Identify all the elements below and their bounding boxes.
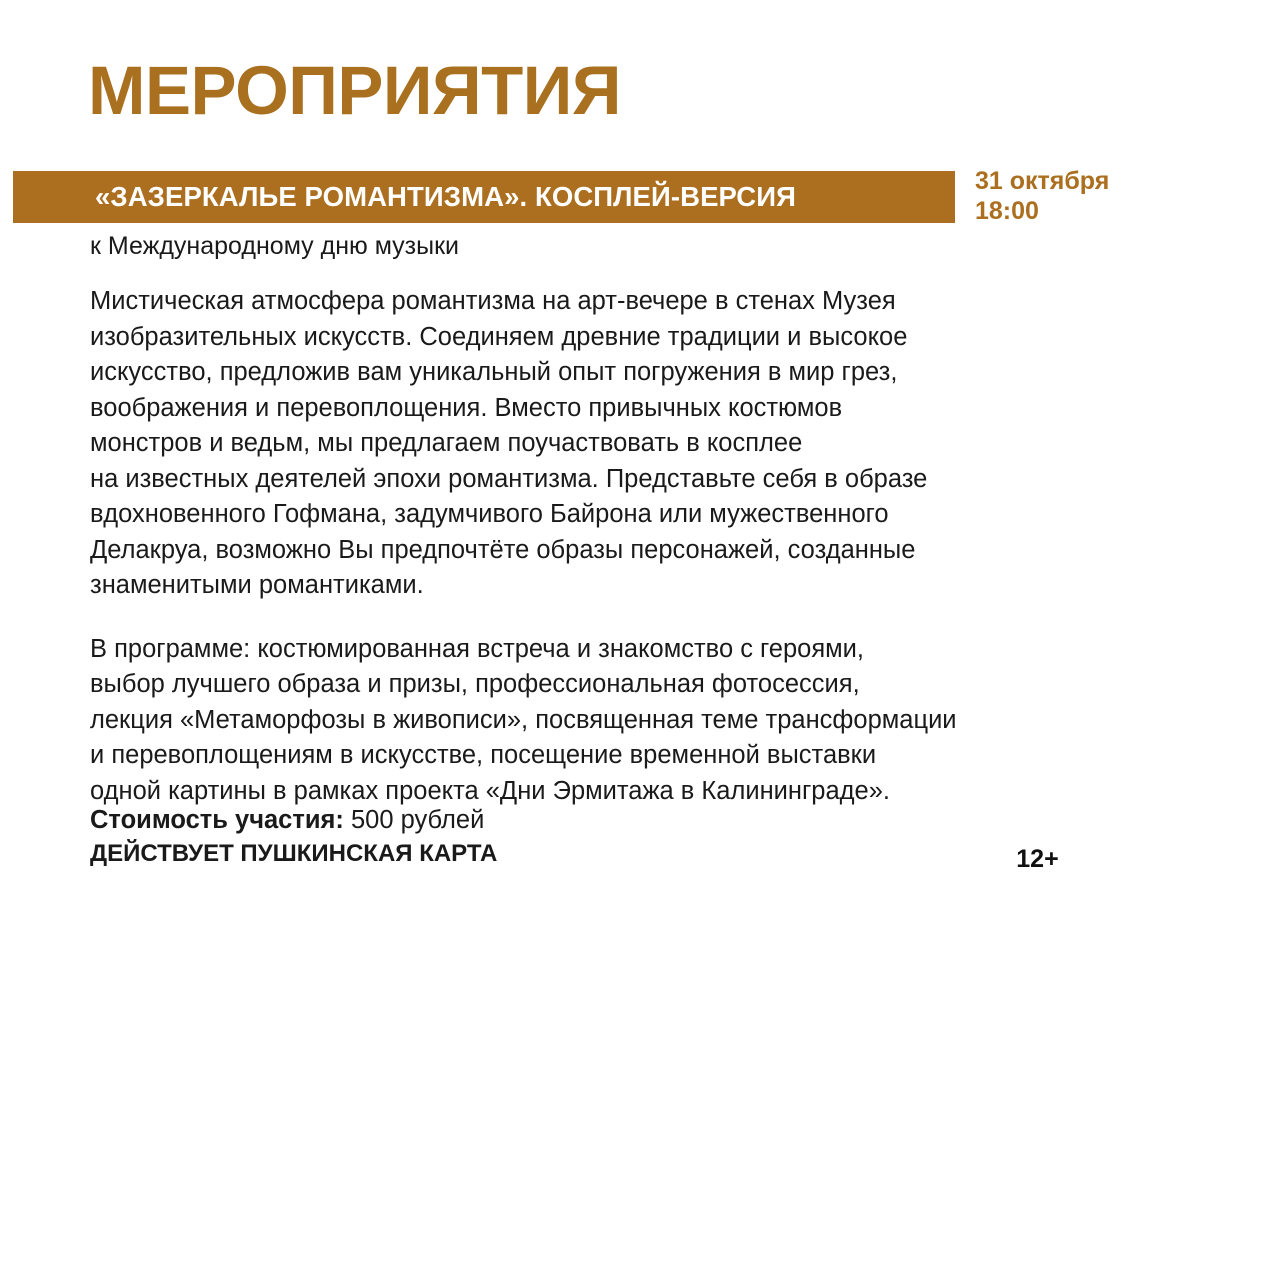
description-line: знаменитыми романтиками. (90, 571, 424, 599)
programme-line: В программе: костюмированная встреча и знакомство с героями, (90, 634, 865, 663)
age-rating-badge: 12+ (1016, 845, 1059, 873)
description-line: Делакруа, возможно Вы предпочтёте образы персонажей, созданные (90, 535, 916, 564)
description-line: Мистическая атмосфера романтизма на арт-вечере в стенах Музея (90, 287, 896, 315)
price-row (90, 803, 1150, 837)
description-line: монстров и ведьм, мы предлагаем поучаствовать в косплее (90, 429, 803, 457)
page-title: МЕРОПРИЯТИЯ (88, 52, 621, 129)
programme-line: выбор лучшего образа и призы, профессиональная фотосессия, (90, 670, 860, 698)
event-title: «ЗАЗЕРКАЛЬЕ РОМАНТИЗМА». КОСПЛЕЙ-ВЕРСИЯ (95, 181, 796, 212)
description-line: воображения и перевоплощения. Вместо привычных костюмов (90, 393, 843, 422)
event-programme (90, 632, 1100, 810)
event-header (0, 167, 1145, 225)
programme-line: и перевоплощениям в искусстве, посещение временной выставки (90, 741, 877, 769)
event-date: 31 октября (975, 167, 1110, 195)
programme-line: одной картины в рамках проекта «Дни Эрмитажа в Калининграде». (90, 776, 890, 805)
price-label: Стоимость участия: (90, 806, 344, 834)
event-subtitle: к Международному дню музыки (90, 232, 459, 260)
description-line: изобразительных искусств. Соединяем древние традиции и высокое (90, 322, 908, 351)
event-datetime (975, 166, 1109, 226)
description-line: искусство, предложив вам уникальный опыт погружения в мир грез, (90, 358, 898, 386)
event-body (90, 284, 1100, 809)
event-description (90, 284, 1100, 604)
price-value: 500 рублей (351, 806, 485, 834)
event-title-bar (13, 171, 955, 223)
description-line: на известных деятелей эпохи романтизма. Представьте себя в образе (90, 464, 928, 493)
pushkin-card-notice: ДЕЙСТВУЕТ ПУШКИНСКАЯ КАРТА (90, 840, 498, 867)
description-line: вдохновенного Гофмана, задумчивого Байрона или мужественного (90, 500, 889, 528)
event-time: 18:00 (975, 197, 1039, 225)
programme-line: лекция «Метаморфозы в живописи», посвященная теме трансформации (90, 705, 957, 734)
